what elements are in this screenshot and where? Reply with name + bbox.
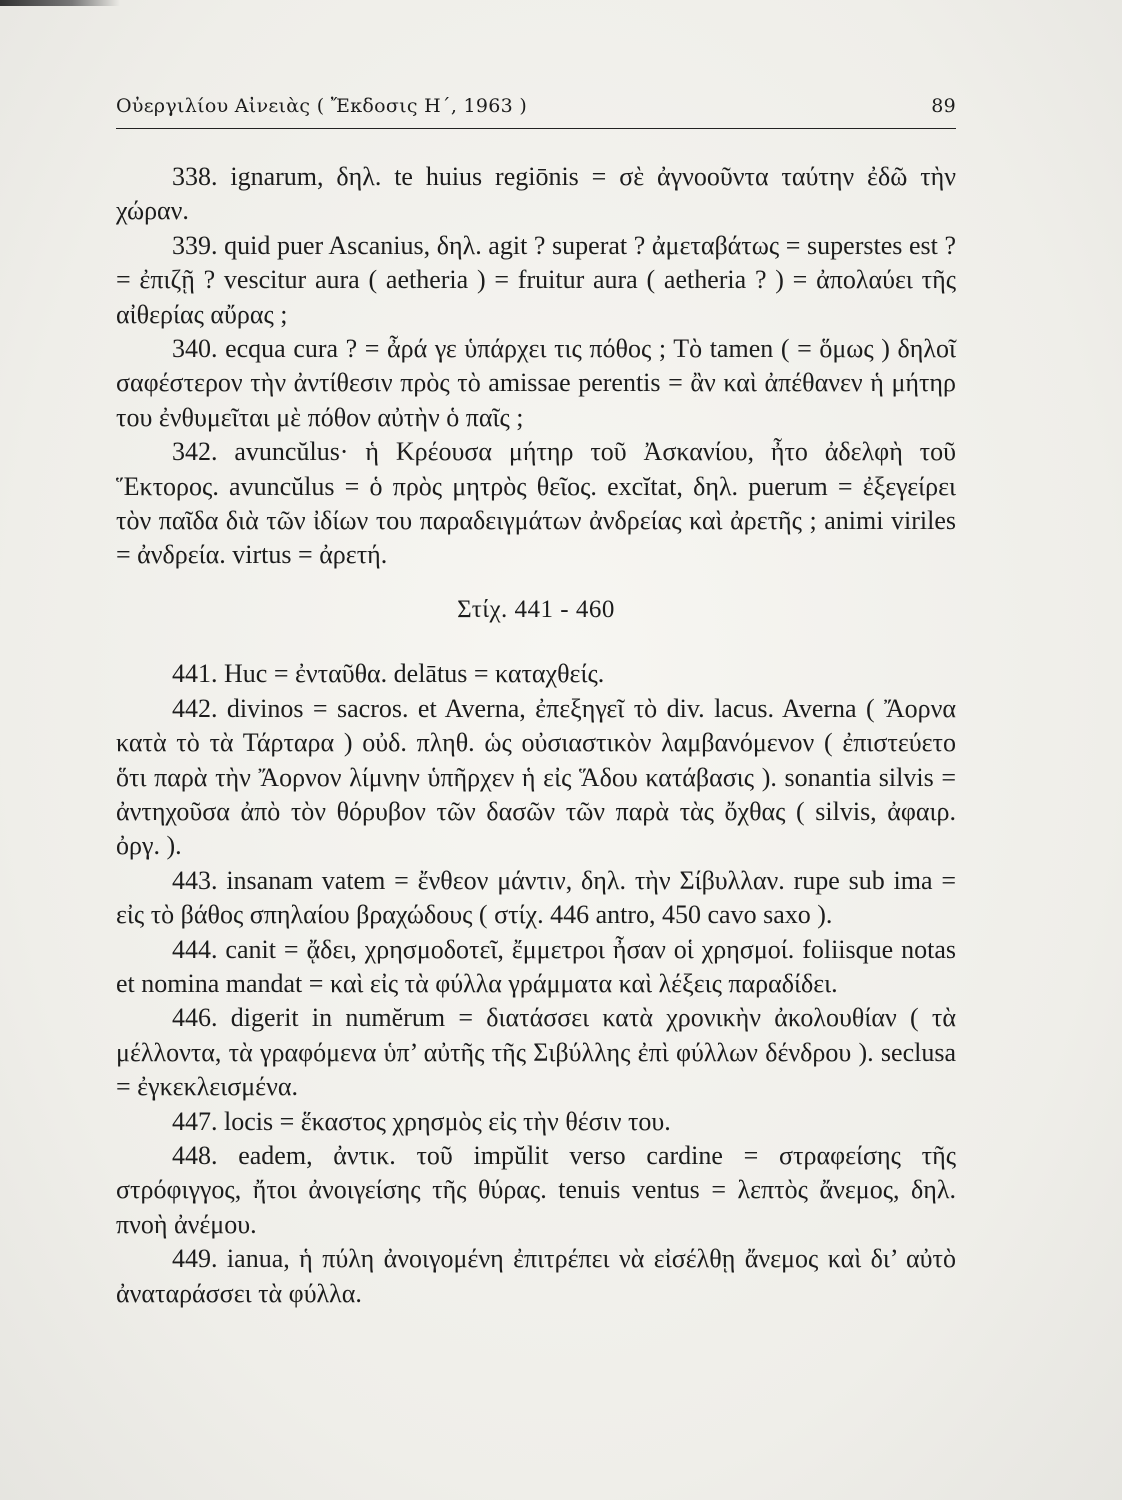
- running-header: [116, 95, 956, 117]
- header-rule: [116, 128, 956, 129]
- note-338: 338. ignarum, δηλ. te huius regiōnis = σὲ ἀγνοοῦντα ταύτην ἐδῶ τὴν χώραν.: [116, 162, 956, 226]
- note-442: 442. divinos = sacros. et Averna, ἐπεξηγεῖ τὸ div. lacus. Averna ( Ἄορνα κατὰ τὸ τὰ Τάρταρα ) οὐδ. πληθ. ὡς οὐσιαστικὸν λαμβανόμενον ( ἐπιστεύετο ὅτι παρὰ τὴν Ἄορνον λίμνην ὑπῆρχεν ἡ εἰς Ἅδου κατάβασις ). sonantia silvis = ἀντηχοῦσα ἀπὸ τὸν θόρυβον τῶν δασῶν τῶν παρὰ τὰς ὄχθας ( silvis, ἀφαιρ. ὀργ. ).: [116, 693, 956, 861]
- note-443: 443. insanam vatem = ἔνθεον μάντιν, δηλ. τὴν Σίβυλλαν. rupe sub ima = εἰς τὸ βάθος σπηλαίου βραχώδους ( στίχ. 446 antro, 450 cavo saxo ).: [116, 865, 956, 930]
- page-number: 89: [931, 95, 956, 117]
- note-447: 447. locis = ἕκαστος χρησμὸς εἰς τὴν θέσιν του.: [172, 1106, 671, 1136]
- section-title: Στίχ. 441 - 460: [457, 595, 615, 623]
- header-title: Οὐεργιλίου Αἰνειὰς ( Ἔκδοσις Η΄, 1963 ): [116, 95, 528, 117]
- note-441: 441. Huc = ἐνταῦθα. delātus = καταχθείς.: [172, 659, 605, 689]
- note-449: 449. ianua, ἡ πύλη ἀνοιγομένη ἐπιτρέπει νὰ εἰσέλθῃ ἄνεμος καὶ δι’ αὐτὸ ἀναταράσσει τὰ φύλλα.: [116, 1244, 956, 1308]
- note-448: 448. eadem, ἀντικ. τοῦ impŭlit verso cardine = στραφείσης τῆς στρόφιγγος, ἤτοι ἀνοιγείσης τῆς θύρας. tenuis ventus = λεπτὸς ἄνεμος, δηλ. πνοὴ ἀνέμου.: [116, 1140, 956, 1239]
- commentary-body: [116, 160, 956, 1311]
- note-444: 444. canit = ᾄδει, χρησμοδοτεῖ, ἔμμετροι ἦσαν οἱ χρησμοί. foliisque notas et nomina mandat = καὶ εἰς τὰ φύλλα γράμματα καὶ λέξεις παραδίδει.: [116, 934, 956, 998]
- note-446: 446. digerit in numĕrum = διατάσσει κατὰ χρονικὴν ἀκολουθίαν ( τὰ μέλλοντα, τὰ γραφόμενα ὑπ’ αὐτῆς τῆς Σιβύλλης ἐπὶ φύλλων δένδρου ). seclusa = ἐγκεκλεισμένα.: [116, 1003, 956, 1102]
- note-342: 342. avuncŭlus· ἡ Κρέουσα μήτηρ τοῦ Ἀσκανίου, ἦτο ἀδελφὴ τοῦ Ἕκτορος. avuncŭlus = ὁ πρὸς μητρὸς θεῖος. excĭtat, δηλ. puerum = ἐξεγείρει τὸν παῖδα διὰ τῶν ἰδίων του παραδειγμάτων ἀνδρείας καὶ ἀρετῆς ; animi viriles = ἀνδρεία. virtus = ἀρετή.: [116, 437, 956, 570]
- note-340: 340. ecqua cura ? = ἆρά γε ὑπάρχει τις πόθος ; Τὸ tamen ( = ὅμως ) δηλοῖ σαφέστερον τὴν ἀντίθεσιν πρὸς τὸ amissae perentis = ἂν καὶ ἀπέθανεν ἡ μήτηρ του ἐνθυμεῖται μὲ πόθον αὐτὴν ὁ παῖς ;: [116, 334, 956, 432]
- scan-edge-mark: [0, 0, 120, 6]
- note-339: 339. quid puer Ascanius, δηλ. agit ? superat ? ἀμεταβάτως = superstes est ? = ἐπιζῇ ? vescitur aura ( aetheria ) = fruitur aura ( aetheria ? ) = ἀπολαύει τῆς αἰθερίας αὔρας ;: [116, 230, 956, 329]
